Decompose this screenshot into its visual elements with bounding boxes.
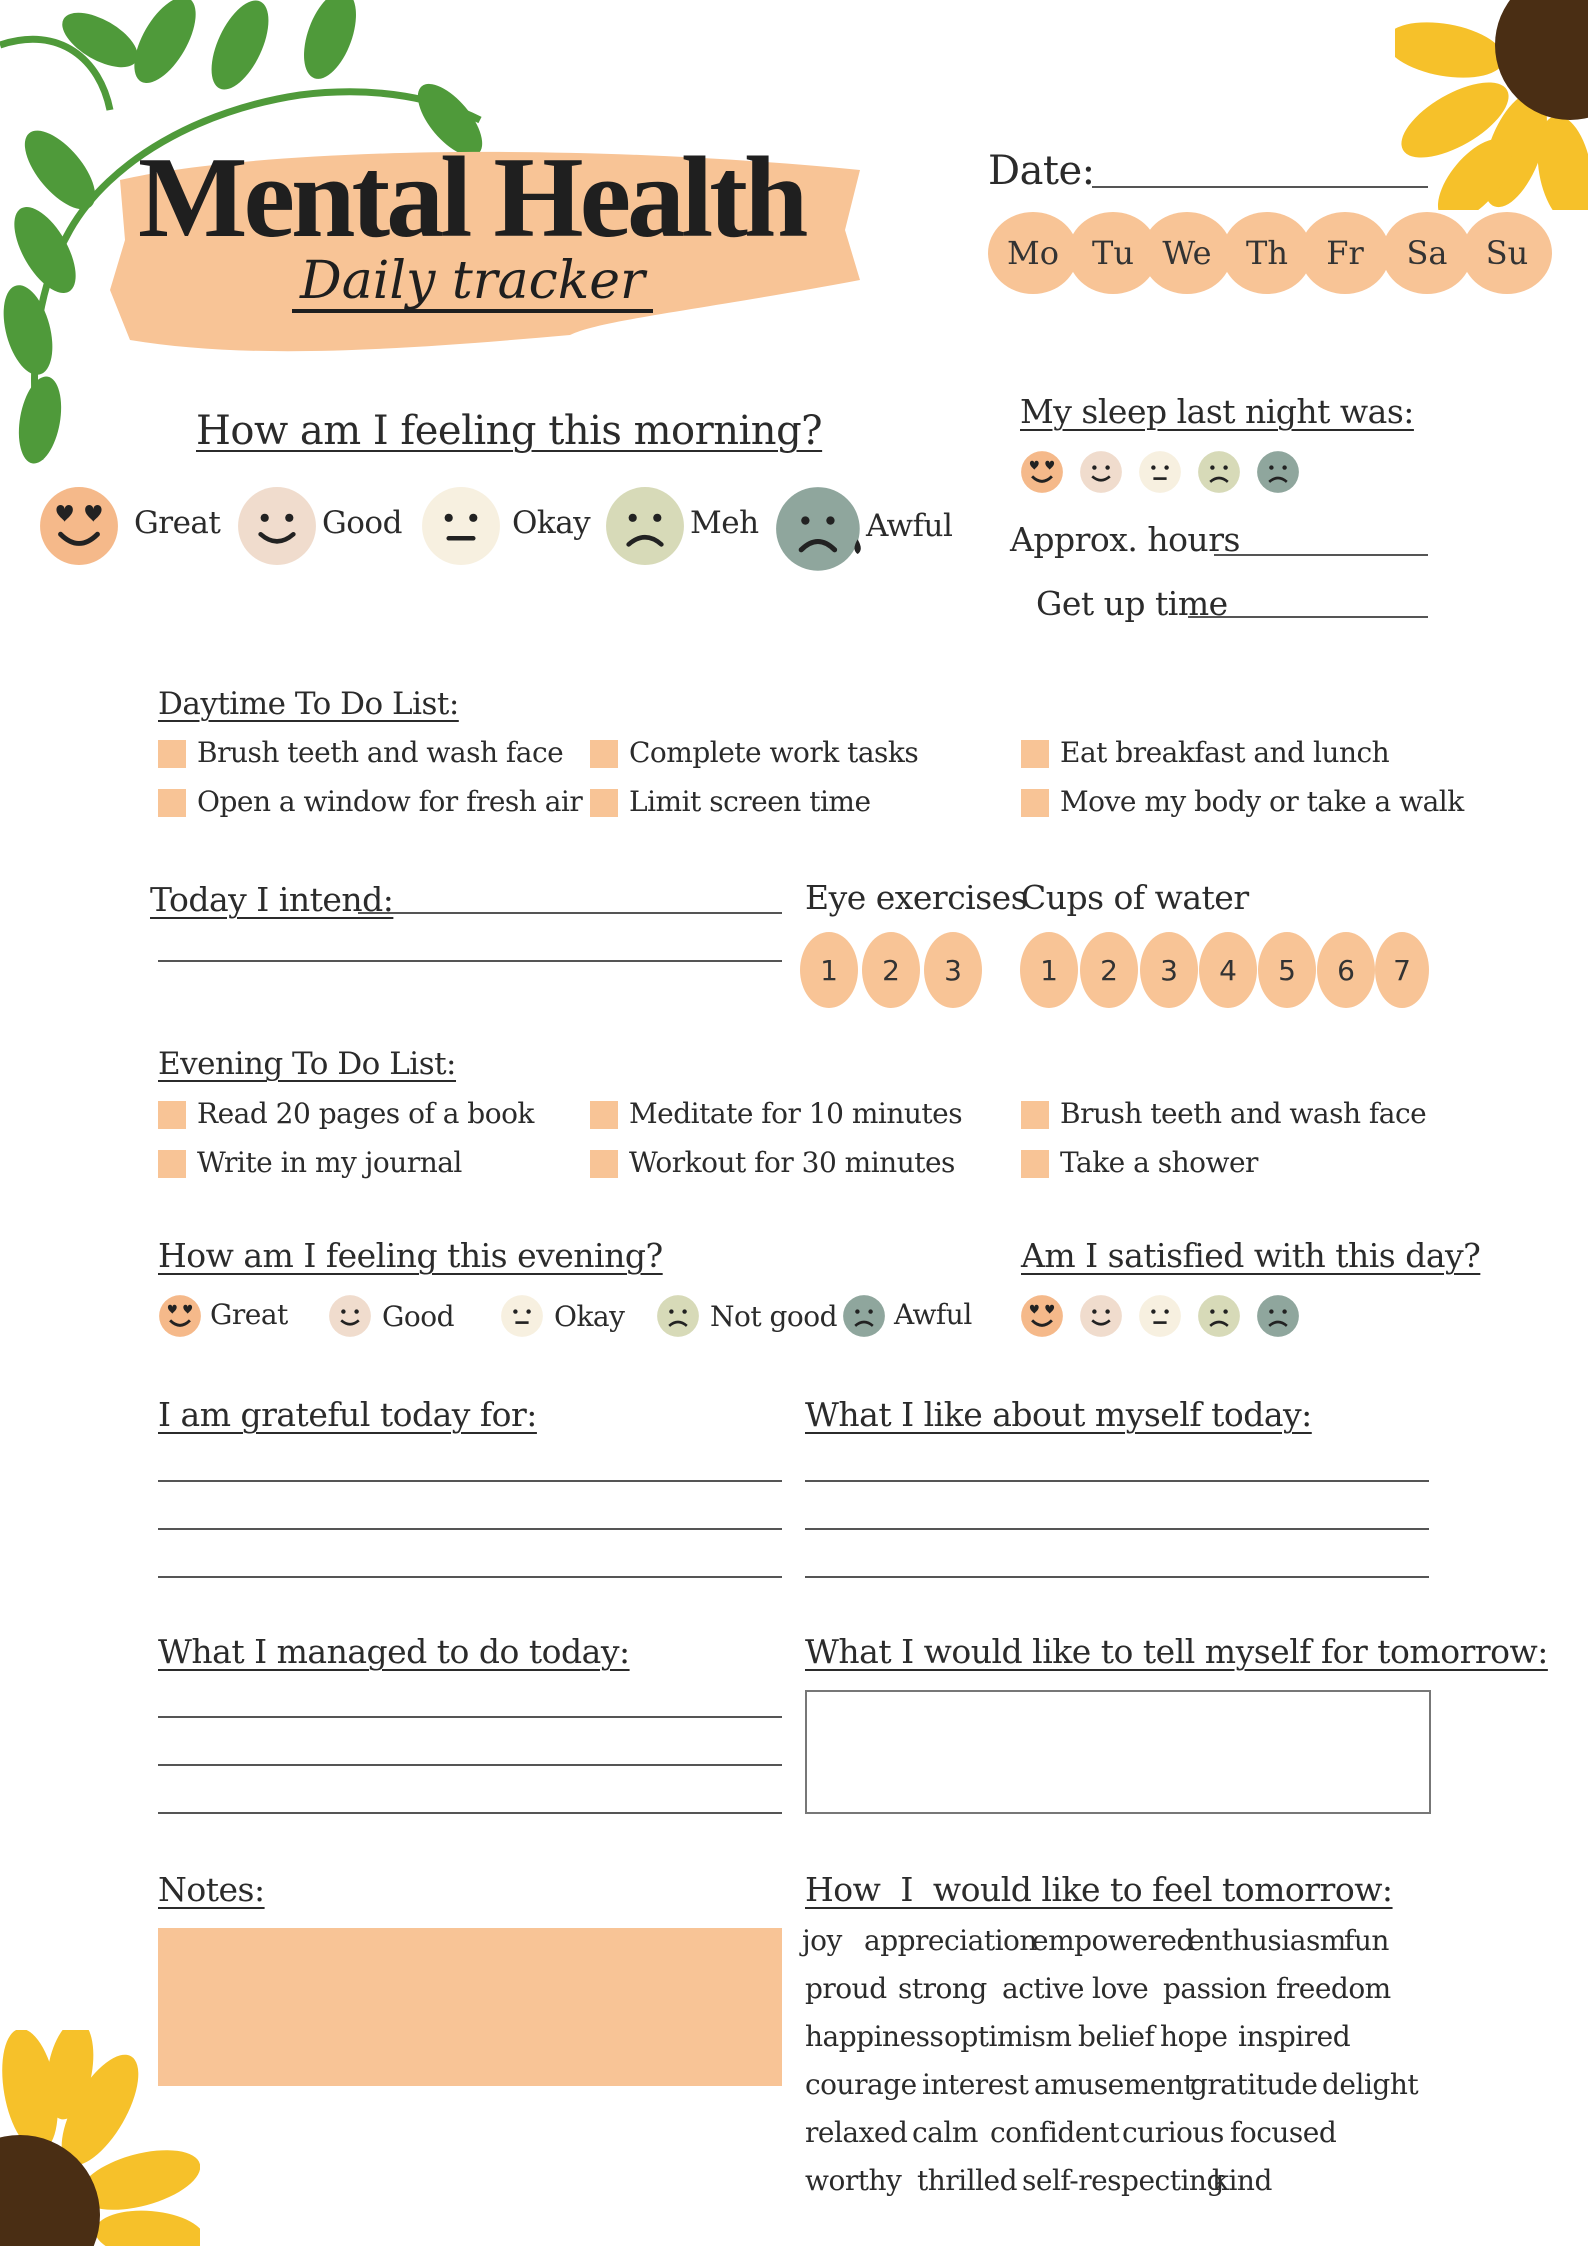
eye-exercise-3[interactable]: 3: [924, 932, 982, 1008]
smile-face-icon[interactable]: [1079, 1294, 1123, 1338]
feeling-word[interactable]: freedom: [1276, 1972, 1391, 2005]
intend-heading: Today I intend:: [150, 880, 394, 919]
feeling-word[interactable]: optimism: [944, 2020, 1072, 2053]
water-cup-3[interactable]: 3: [1140, 932, 1198, 1008]
like-self-line[interactable]: [805, 1528, 1429, 1530]
feeling-word[interactable]: passion: [1163, 1972, 1267, 2005]
checkbox[interactable]: [590, 789, 618, 817]
grateful-line[interactable]: [158, 1480, 782, 1482]
grateful-line[interactable]: [158, 1576, 782, 1578]
todo-item: Meditate for 10 minutes: [629, 1097, 963, 1130]
sad-tear-face-icon[interactable]: [774, 485, 866, 577]
checkbox[interactable]: [158, 789, 186, 817]
feeling-word[interactable]: love: [1092, 1972, 1149, 2005]
eye-exercise-2[interactable]: 2: [862, 932, 920, 1008]
date-field[interactable]: [1092, 186, 1428, 188]
todo-item: Write in my journal: [197, 1146, 462, 1179]
managed-line[interactable]: [158, 1716, 782, 1718]
sleep-hours-label: Approx. hours: [1010, 520, 1240, 559]
sleep-faces: [1020, 450, 1310, 496]
todo-item: Take a shower: [1060, 1146, 1258, 1179]
checkbox[interactable]: [158, 1101, 186, 1129]
checkbox[interactable]: [1021, 1101, 1049, 1129]
feeling-word[interactable]: enthusiasm: [1188, 1924, 1346, 1957]
mood-label-okay: Okay: [512, 505, 591, 541]
todo-item: Brush teeth and wash face: [1060, 1097, 1427, 1130]
feeling-word[interactable]: appreciation: [864, 1924, 1037, 1957]
feeling-word[interactable]: active: [1002, 1972, 1084, 2005]
neutral-face-icon[interactable]: [420, 485, 502, 567]
day-button-mo[interactable]: Mo: [988, 212, 1078, 294]
feeling-word[interactable]: inspired: [1238, 2020, 1351, 2053]
like-self-line[interactable]: [805, 1480, 1429, 1482]
sleep-heading: My sleep last night was:: [1020, 392, 1414, 431]
feeling-word[interactable]: courage: [805, 2068, 917, 2101]
water-heading: Cups of water: [1021, 878, 1249, 917]
feeling-word[interactable]: focused: [1230, 2116, 1337, 2149]
intend-field[interactable]: [358, 912, 782, 914]
feeling-word[interactable]: delight: [1322, 2068, 1419, 2101]
feeling-word[interactable]: empowered: [1032, 1924, 1194, 1957]
satisfied-faces: [1020, 1294, 1310, 1340]
feeling-word[interactable]: hope: [1160, 2020, 1228, 2053]
checkbox[interactable]: [158, 1150, 186, 1178]
morning-heading: How am I feeling this morning?: [196, 408, 823, 454]
feeling-word[interactable]: confident: [990, 2116, 1120, 2149]
evening-mood-great: Great: [210, 1298, 288, 1331]
feel-tomorrow-heading: How I would like to feel tomorrow:: [805, 1870, 1393, 1909]
feeling-word[interactable]: self-respecting: [1022, 2164, 1224, 2197]
water-cup-5[interactable]: 5: [1258, 932, 1316, 1008]
feeling-word[interactable]: thrilled: [917, 2164, 1018, 2197]
smile-face-icon[interactable]: [236, 485, 318, 567]
feeling-word[interactable]: relaxed: [805, 2116, 908, 2149]
frown-face-icon[interactable]: [656, 1294, 700, 1338]
todo-item: Move my body or take a walk: [1060, 785, 1464, 818]
evening-list-heading: Evening To Do List:: [158, 1046, 457, 1082]
eye-exercises-heading: Eye exercises: [805, 878, 1028, 917]
sunflower-icon: [1395, 0, 1588, 210]
water-cup-6[interactable]: 6: [1317, 932, 1375, 1008]
checkbox[interactable]: [590, 1150, 618, 1178]
getup-time-field[interactable]: [1188, 616, 1428, 618]
feeling-word[interactable]: happiness: [805, 2020, 944, 2053]
evening-mood-good: Good: [382, 1300, 455, 1333]
tell-self-heading: What I would like to tell myself for tomorrow:: [805, 1632, 1548, 1671]
feeling-word[interactable]: joy: [802, 1924, 842, 1957]
checkbox[interactable]: [590, 740, 618, 768]
todo-item: Open a window for fresh air: [197, 785, 583, 818]
water-cup-4[interactable]: 4: [1199, 932, 1257, 1008]
checkbox[interactable]: [1021, 740, 1049, 768]
managed-heading: What I managed to do today:: [158, 1632, 630, 1671]
water-cup-7[interactable]: 7: [1375, 932, 1429, 1008]
heart-eyes-face-icon[interactable]: [1020, 1294, 1064, 1338]
feeling-word[interactable]: curious: [1122, 2116, 1224, 2149]
todo-item: Eat breakfast and lunch: [1060, 736, 1390, 769]
todo-item: Complete work tasks: [629, 736, 919, 769]
managed-line[interactable]: [158, 1812, 782, 1814]
getup-time-label: Get up time: [1036, 584, 1228, 623]
checkbox[interactable]: [158, 740, 186, 768]
page-subtitle: Daily tracker: [292, 255, 653, 313]
feeling-word[interactable]: strong: [898, 1972, 987, 2005]
smile-face-icon[interactable]: [328, 1294, 372, 1338]
todo-item: Workout for 30 minutes: [629, 1146, 955, 1179]
sad-tear-face-icon[interactable]: [1256, 450, 1300, 494]
grateful-heading: I am grateful today for:: [158, 1395, 537, 1434]
sad-tear-face-icon[interactable]: [1256, 1294, 1300, 1338]
page-title: Mental Health: [138, 134, 805, 262]
like-self-heading: What I like about myself today:: [805, 1395, 1312, 1434]
frown-face-icon[interactable]: [604, 485, 686, 567]
day-button-sa[interactable]: Sa: [1382, 212, 1472, 294]
sleep-hours-field[interactable]: [1214, 554, 1428, 556]
day-button-fr[interactable]: Fr: [1300, 212, 1390, 294]
daytime-heading: Daytime To Do List:: [158, 686, 459, 722]
heart-eyes-face-icon[interactable]: [158, 1294, 202, 1338]
intend-field[interactable]: [158, 960, 782, 962]
feeling-word[interactable]: belief: [1078, 2020, 1155, 2053]
mood-label-good: Good: [322, 505, 402, 541]
notes-heading: Notes:: [158, 1870, 265, 1909]
managed-line[interactable]: [158, 1764, 782, 1766]
like-self-line[interactable]: [805, 1576, 1429, 1578]
checkbox[interactable]: [590, 1101, 618, 1129]
eye-exercise-1[interactable]: 1: [800, 932, 858, 1008]
sad-tear-face-icon[interactable]: [842, 1294, 886, 1338]
checkbox[interactable]: [1021, 789, 1049, 817]
day-button-we[interactable]: We: [1142, 212, 1232, 294]
notes-area[interactable]: [158, 1928, 782, 2086]
grateful-line[interactable]: [158, 1528, 782, 1530]
feeling-word[interactable]: gratitude: [1190, 2068, 1318, 2101]
evening-mood-okay: Okay: [554, 1300, 625, 1333]
mood-label-great: Great: [134, 505, 221, 541]
satisfied-heading: Am I satisfied with this day?: [1021, 1236, 1481, 1275]
frown-face-icon[interactable]: [1197, 1294, 1241, 1338]
feeling-word[interactable]: worthy: [805, 2164, 902, 2197]
neutral-face-icon[interactable]: [1138, 450, 1182, 494]
feeling-word[interactable]: interest: [922, 2068, 1029, 2101]
evening-mood-not-good: Not good: [710, 1300, 838, 1333]
mood-label-meh: Meh: [690, 505, 759, 541]
mood-label-awful: Awful: [866, 508, 953, 544]
smile-face-icon[interactable]: [1079, 450, 1123, 494]
feeling-word[interactable]: proud: [805, 1972, 887, 2005]
todo-item: Read 20 pages of a book: [197, 1097, 534, 1130]
checkbox[interactable]: [1021, 1150, 1049, 1178]
heart-eyes-face-icon[interactable]: [38, 485, 120, 567]
water-cup-2[interactable]: 2: [1080, 932, 1138, 1008]
feeling-word[interactable]: fun: [1344, 1924, 1389, 1957]
neutral-face-icon[interactable]: [500, 1294, 544, 1338]
day-button-su[interactable]: Su: [1462, 212, 1552, 294]
feeling-word[interactable]: calm: [912, 2116, 978, 2149]
evening-mood-awful: Awful: [894, 1298, 972, 1331]
frown-face-icon[interactable]: [1197, 450, 1241, 494]
day-button-th[interactable]: Th: [1222, 212, 1312, 294]
heart-eyes-face-icon[interactable]: [1020, 450, 1064, 494]
water-cup-1[interactable]: 1: [1020, 932, 1078, 1008]
neutral-face-icon[interactable]: [1138, 1294, 1182, 1338]
feeling-word[interactable]: amusement: [1034, 2068, 1195, 2101]
todo-item: Brush teeth and wash face: [197, 736, 564, 769]
date-label: Date:: [988, 148, 1095, 194]
evening-mood-heading: How am I feeling this evening?: [158, 1236, 663, 1275]
todo-item: Limit screen time: [629, 785, 871, 818]
day-button-tu[interactable]: Tu: [1068, 212, 1158, 294]
feeling-word[interactable]: kind: [1212, 2164, 1272, 2197]
tell-self-textbox[interactable]: [805, 1690, 1431, 1814]
